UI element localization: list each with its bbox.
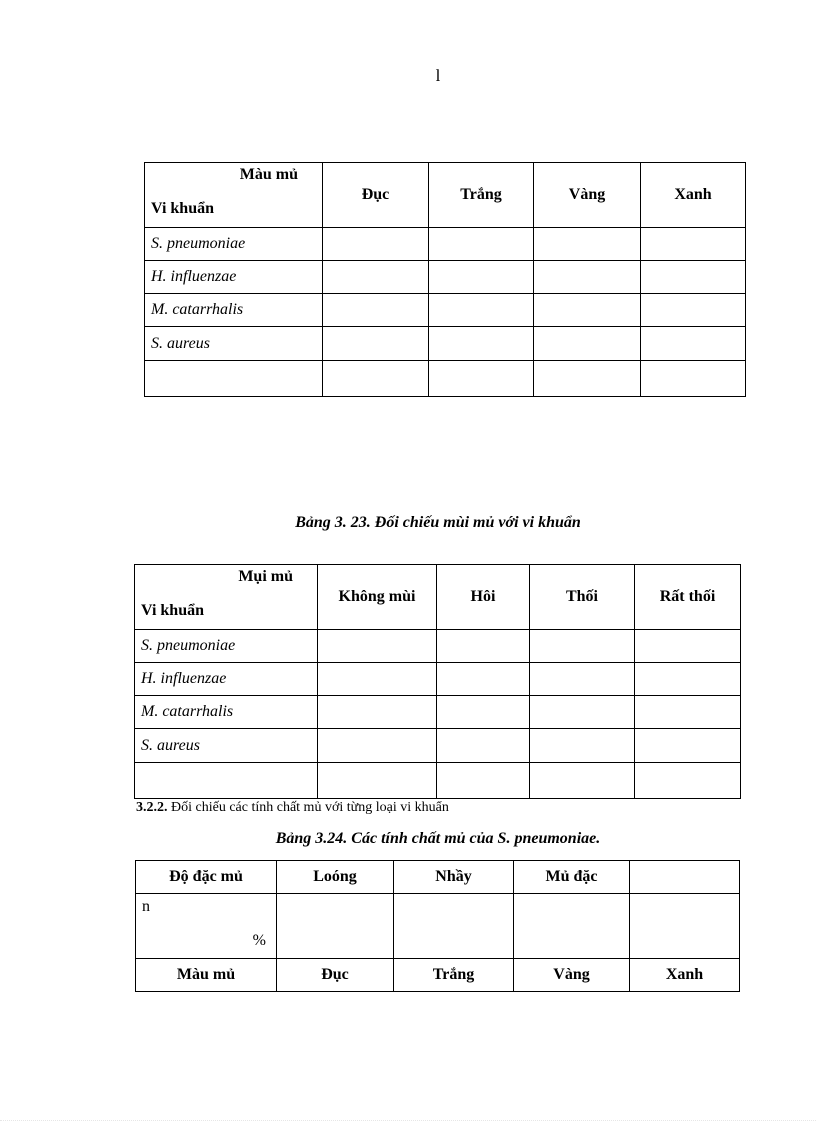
table-cell: [437, 663, 530, 696]
table-cell: [534, 361, 641, 397]
count-percent-cell: [136, 894, 277, 959]
table-caption: Bảng 3.24. Các tính chất mủ của S. pneumoniae.: [275, 830, 601, 847]
column-header: Vàng: [534, 163, 641, 228]
corner-row-label: Vi khuẩn: [151, 200, 214, 217]
table-cell: [429, 294, 534, 327]
table-cell: [394, 894, 514, 959]
section-heading: [136, 800, 449, 816]
page-number: l: [435, 66, 441, 85]
row-label: S. aureus: [135, 729, 318, 763]
row-label: H. influenzae: [135, 663, 318, 696]
table-cell: [323, 261, 429, 294]
table-cell: [277, 894, 394, 959]
table-cell: [437, 696, 530, 729]
percent-label: %: [252, 932, 266, 949]
table-cell: [429, 228, 534, 261]
table-cell: [534, 294, 641, 327]
table-cell: [534, 228, 641, 261]
row-label: [135, 763, 318, 799]
table-cell: [323, 228, 429, 261]
table-cell: [318, 630, 437, 663]
row-label: S. pneumoniae: [135, 630, 318, 663]
column-header: Loóng: [277, 861, 394, 894]
table-cell: [429, 261, 534, 294]
count-label: n: [142, 898, 150, 915]
column-header: Xanh: [630, 959, 740, 992]
table-cell: [635, 630, 741, 663]
table-cell: [437, 630, 530, 663]
table-pus-odor: [134, 564, 741, 799]
column-header: Mủ đặc: [514, 861, 630, 894]
row-label: H. influenzae: [145, 261, 323, 294]
table-cell: [318, 763, 437, 799]
section-number: 3.2.2.: [136, 800, 168, 815]
table-cell: [641, 361, 746, 397]
row-label: S. aureus: [145, 327, 323, 361]
table-corner-header: [145, 163, 323, 228]
table-cell: [630, 894, 740, 959]
column-header: Đục: [323, 163, 429, 228]
column-header: Rất thối: [635, 565, 741, 630]
column-header: Hôi: [437, 565, 530, 630]
column-header: Đục: [277, 959, 394, 992]
table-cell: [641, 261, 746, 294]
table-cell: [635, 729, 741, 763]
table-cell: [437, 763, 530, 799]
corner-column-label: Mụi mủ: [238, 568, 293, 585]
table-pus-properties: [135, 860, 740, 992]
table-cell: [530, 729, 635, 763]
column-header: Thối: [530, 565, 635, 630]
table-cell: [323, 361, 429, 397]
column-header: Nhầy: [394, 861, 514, 894]
table-cell: [534, 261, 641, 294]
table-pus-color: [144, 162, 746, 397]
corner-row-label: Vi khuẩn: [141, 602, 204, 619]
corner-column-label: Màu mủ: [239, 166, 298, 183]
row-label: M. catarrhalis: [135, 696, 318, 729]
table-cell: [514, 894, 630, 959]
table-cell: [635, 663, 741, 696]
row-header: Màu mủ: [136, 959, 277, 992]
table-cell: [429, 361, 534, 397]
column-header: Trắng: [429, 163, 534, 228]
table-cell: [530, 696, 635, 729]
table-cell: [635, 696, 741, 729]
table-cell: [323, 327, 429, 361]
table-cell: [641, 228, 746, 261]
row-label: S. pneumoniae: [145, 228, 323, 261]
bottom-rule: [0, 1120, 816, 1122]
table-cell: [318, 696, 437, 729]
table-cell: [530, 763, 635, 799]
column-header: Trắng: [394, 959, 514, 992]
table-caption: Bảng 3. 23. Đối chiếu mùi mủ với vi khuẩn: [295, 514, 581, 531]
table-cell: [641, 294, 746, 327]
column-header: Vàng: [514, 959, 630, 992]
section-title: Đối chiếu các tính chất mủ với từng loại vi khuẩn: [171, 800, 449, 815]
table-cell: [641, 327, 746, 361]
table-cell: [318, 663, 437, 696]
column-header: Không mùi: [318, 565, 437, 630]
column-header: Xanh: [641, 163, 746, 228]
row-label: [145, 361, 323, 397]
table-cell: [318, 729, 437, 763]
column-header: [630, 861, 740, 894]
table-cell: [635, 763, 741, 799]
column-header: Độ đặc mủ: [136, 861, 277, 894]
table-cell: [429, 327, 534, 361]
table-cell: [530, 630, 635, 663]
row-label: M. catarrhalis: [145, 294, 323, 327]
table-cell: [534, 327, 641, 361]
table-cell: [437, 729, 530, 763]
table-corner-header: [135, 565, 318, 630]
table-cell: [530, 663, 635, 696]
table-cell: [323, 294, 429, 327]
